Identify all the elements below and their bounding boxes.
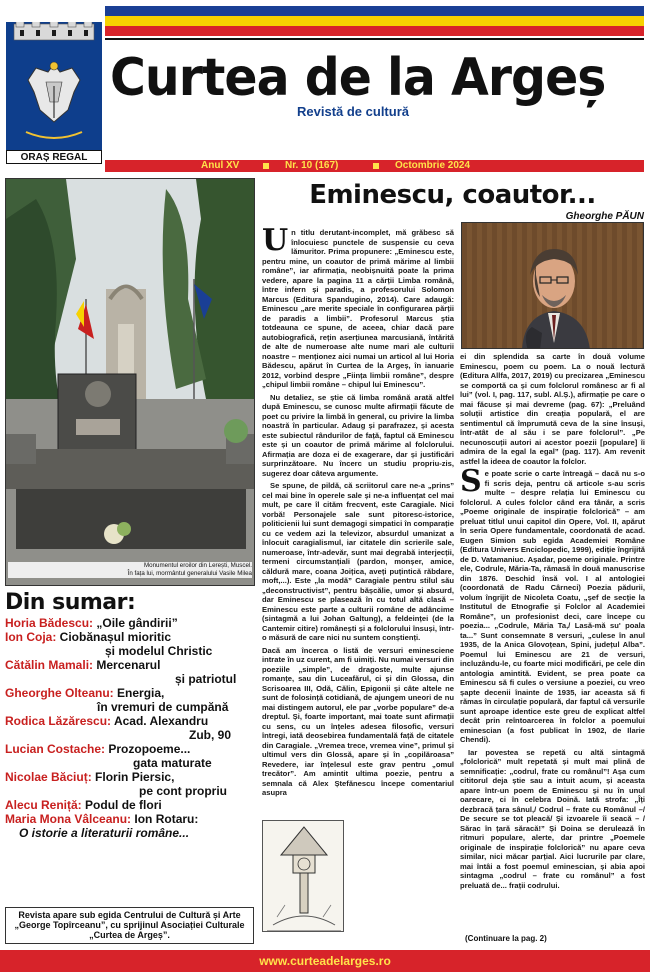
summary-item-title-cont: O istorie a literaturii române... <box>19 826 190 840</box>
summary-item[interactable] <box>5 812 255 840</box>
paragraph-text: n titlu derutant-incomplet, mă grăbesc să înlocuiesc punctele de suspensie cu ceva lămuritor. Prima propunere: „Eminescu este, pentru mine, un coautor de primă mărime al limbii române”, iar afirmația, neobișnuită poate la prima vedere, apare la pagina 11 a cărții Limba română, între infern și paradis, a profesorului Solomon Marcus (Editura Spandugino, 2014). Care adaugă: Eminescu „are merite speciale în configurarea părții de paradis a limbii”. Profesorul Marcus știa totdeauna ce spune, de aceea, chiar dacă pare autobiografică, rețin aserțiunea marcusiană, întărită de alte de numeroase alte nume mari ale culturii noastre – menționez aici numai un articol al lui Horia Bădescu, apărut în Curtea de la Argeș, în ianuarie 2012, vorbind despre „Ființa limbii române”, despre „chipul limbii române – chipul lui Eminescu”. <box>262 228 454 389</box>
author-portrait <box>461 222 644 349</box>
summary-author: Nicolae Băciuț: <box>5 770 92 784</box>
summary-item-title-cont: și patriotul <box>175 672 237 686</box>
bullet-square-icon <box>263 163 269 169</box>
summary-author: Alecu Reniță: <box>5 798 82 812</box>
crest-label: ORAȘ REGAL <box>6 150 102 164</box>
summary-item-title: „Oile gândirii” <box>96 616 178 630</box>
summary-item-title-cont: pe cont propriu <box>139 784 227 798</box>
summary-author: Horia Bădescu: <box>5 616 94 630</box>
article-paragraph <box>262 228 454 390</box>
photo-caption <box>8 562 252 578</box>
summary-item[interactable] <box>5 714 255 742</box>
summary-item-title: Ion Rotaru: <box>134 812 199 826</box>
drop-cap-letter: S <box>460 464 482 499</box>
summary-author: Rodica Lăzărescu: <box>5 714 112 728</box>
article-title: Eminescu, coautor... <box>309 180 596 210</box>
summary-author: Lucian Costache: <box>5 742 106 756</box>
caption-line: Monumentul eroilor din Lerești, Muscel. <box>144 562 252 569</box>
caption-line: În fața lui, mormântul generalului Vasile Milea <box>127 570 252 577</box>
magazine-subtitle: Revistă de cultură <box>297 104 409 119</box>
monument-photo <box>5 178 255 586</box>
issue-month: Octombrie 2024 <box>395 160 471 171</box>
article-column-left <box>262 228 454 823</box>
summary-item-title: Prozopoeme... <box>108 742 191 756</box>
summary-item[interactable] <box>5 616 255 630</box>
summary-author: Cătălin Mamali: <box>5 658 94 672</box>
article-column-right <box>460 352 645 930</box>
article-paragraph <box>460 464 645 745</box>
summary-item[interactable] <box>5 658 255 686</box>
summary-item-title: Ciobănașul mioritic <box>59 630 172 644</box>
summary-author: Gheorghe Olteanu: <box>5 686 114 700</box>
masthead-rule <box>105 38 644 40</box>
bullet-square-icon <box>373 163 379 169</box>
article-paragraph: Iar povestea se repetă cu altă sintagmă „folclorică” mult repetată și mult mai plină de semnificație: „codrul, frate cu românul”! Așa cum cititorul deja știe sau a intuit acum, și aceasta apare într-un poem de Eminescu și nu în unul oarecare, ci în celebra Doină. Iată strofa: „Îți dezbracă țara sânul,/ Codrul – frate cu Românul –/ De secure se tot pleacă/ Și izvoarele îi seacă – / Sărac în țară săracă!” Și Doina se derulează în ritmuri populare, alerte, dar printre „Poemele originale de inspirație folclorică” nu apare ceva similar, nici măcar parțial. Aici lucrurile par clare, mai întâi a fost poemul eminescian, și abia apoi sintagma „codrul – frate cu românul” a fost preluată de... frații codrului. <box>460 747 645 890</box>
summary-item[interactable] <box>5 770 255 798</box>
sponsor-note: Revista apare sub egida Centrului de Cultură și Arte „George Topîrceanu”, cu sprijinul Asociației Culturale „Curtea de Argeș”. <box>5 907 254 944</box>
paragraph-text: e poate scrie o carte întreagă – dacă nu s-o fi scris deja, pentru că articole s-au scris multe – despre relația lui Eminescu cu folclorul. A cules folclor când era tânăr, a scris „Poeme originale de inspirație folclorică” – am preluat titlul unui capitol din Opere, Vol. II, apărut în seria Opere fundamentale, coordonată de acad. Eugen Simion sub egida Academiei Române (Editura Univers Enciclopedic, 1999), ediție îngrijită de D. Vatamaniuc. Așadar, poeme originale. Printre ele, Codrule, Măria-Ta, rămasă în două manuscrise din 1876. Deschid însă vol. I al antologiei (coordonată de Radu Cârneci) Poezia pădurii, volum îngrijit de Nicoleta Coatu, „șef de secție la Institutul de Etnografie și Folclor al Academiei Române”, un profesionist deci, care începe cu poezia... „Codrule, Măria Ta,/ Lasă-mă su' poala ta...” Sunt consemnate 8 versuri, „culese în anul 1935, de la Anica Glovoțean, Spini, județul Alba”. Poemul lui Eminescu are 21 de versuri, incluzându-le, cu foarte mici modificări, pe cele din antologia amintită. Evident, se prea poate ca Eminescu să fi cules o versiune a poeziei, cu vreo șapte decenii înainte de 1935, iar aceasta să fi rămas în circulație populară, dar faptul că versurile sunt aproape identice este greu de explicat altfel decât prin reîntoarcerea în folclor a poemului eminescian (a fost publicat în 1902, de Ilarie Chendi). <box>460 469 645 744</box>
article-paragraph: Nu detaliez, se știe că limba română arată altfel după Eminescu, se cunosc multe afirmații făcute de poet cu privire la limbă în general, cu privire la limba noastră în particular. Adaug și parafrazez, și acesta este subiectul rândurilor de față, faptul că Eminescu este și un coautor de primă mărime al folclorului. Afirmația are doza ei de exagerare, dar și justificări surprinzătoare. Nu încerc un studiu propriu-zis, sugerez doar câteva argumente. <box>262 392 454 478</box>
table-of-contents <box>5 590 255 895</box>
summary-item-title-cont: gata maturate <box>133 756 212 770</box>
summary-item-title: Florin Piersic, <box>95 770 175 784</box>
summary-item-title: Acad. Alexandru <box>113 714 209 728</box>
continued-note: (Continuare la pag. 2) <box>465 934 547 943</box>
article-paragraph: Se spune, de pildă, că scriitorul care ne-a „prins” cel mai bine în operele sale și ne-a influențat cel mai mult, pe care îl cităm frecvent, este Caragiale. Nici vorbă! Personajele sale sunt pitoresc-istorice, politicienii lui sunt demagogi simpatici în comparație cu ce vedem azi la televizor, absurdul umanizat a înlocuit caragialismul, iar citatele din scrierile sale, numeroase, într-adevăr, sunt mai degrabă interjecții, termeni circumstanțiali (pardon, monșer, amice, căldură mare, coana Joițica, aveți puțintică răbdare, moft,...). Este „la modă” Caragiale pentru stilul său „deconstructivist”, pentru bășcălie, umor și absurd, dar Eminescu se plasează în cu totul altă clasă – Eminescu este parte a culturii române de adâncime (sintagmă a lui Johan Galtung), a feldeinței (de la Cantemir citire) românești și a folclorului însuși, într-o măsură de care nici nu suntem conștienți. <box>262 481 454 642</box>
summary-item-title-cont: Zub, 90 <box>189 728 232 742</box>
summary-item-title: Mercenarul <box>96 658 161 672</box>
summary-item[interactable] <box>5 742 255 770</box>
wooden-cross-sketch <box>262 820 344 932</box>
city-crest-icon <box>6 22 102 162</box>
summary-item[interactable] <box>5 630 255 658</box>
summary-title: Din sumar: <box>5 590 136 615</box>
website-link[interactable]: www.curteadelarges.ro <box>259 954 391 968</box>
issue-bar <box>105 160 644 172</box>
flag-stripe-blue <box>105 6 644 16</box>
article-paragraph: Dacă am încerca o listă de versuri eminesciene intrate în uz curent, am fi uimiți. Nu numai versuri din poeziile „simple”, de dragoste, multe ajunse romanțe, sau din Luceafărul, ci și din Glossa, din Scrisoarea III, Odă, Călin, Epigonii și câte altele ne sunt de folosință cotidiană, de ajungem uneori de nu mai distingem autorul, ele par „vorbe populare” de-a dreptul. Și, foarte important, mai toate sunt afirmații cu sens, cu un înțeles adesea filosofic, versuri întregi, iată deosebirea fundamentală față de citatele din Caragiale. „Vremea trece, vremea vine”, primul și ultimul vers din Glossă, apare și în „copilăroasa” Revedere, iar înțelesul este grav pentru „omul trecător”. Am amintit ultima poezie, pentru a semnala că Alex Ștefănescu începe comentariul asupra <box>262 645 454 797</box>
article-author: Gheorghe PĂUN <box>565 211 644 222</box>
summary-author: Maria Mona Vâlceanu: <box>5 812 132 826</box>
summary-item-title-cont: și modelul Christic <box>105 644 213 658</box>
drop-cap-letter: U <box>262 228 289 258</box>
summary-item-title: Energia, <box>117 686 165 700</box>
flag-stripe-yellow <box>105 16 644 26</box>
magazine-title: Curtea de la Argeș <box>110 48 606 108</box>
issue-year: Anul XV <box>201 160 240 171</box>
summary-item[interactable] <box>5 686 255 714</box>
summary-author: Ion Coja: <box>5 630 57 644</box>
footer-bar <box>0 950 650 972</box>
summary-list <box>5 616 255 840</box>
flag-stripe-red <box>105 26 644 36</box>
summary-item-title-cont: în vremuri de cumpănă <box>97 700 229 714</box>
issue-number: Nr. 10 (167) <box>285 160 339 171</box>
summary-item[interactable] <box>5 798 255 812</box>
summary-item-title: Podul de flori <box>85 798 162 812</box>
article-paragraph: ei din splendida sa carte în două volume Eminescu, poem cu poem. La o nouă lectură (Editura Allfa, 2017, 2019) cu precizarea „Eminescu se comportă ca și cum folclorul românesc ar fi al lui” (vol. I, pag. 117, subl. Al.Ș.), afirmație pe care o mai făcuse și mai devreme (pag. 67): „Preluând soluții artistice din creația populară, el are sentimentul că împrumută ceva de la sine însuși, într-atât de al său i se pare folclorul”. „Pe necunoscuții autori ai acestor poezii [populare] îi admira de la egal la egal” (pag. 117). Am revenit astfel la ideea de coautor la folclor. <box>460 352 645 466</box>
